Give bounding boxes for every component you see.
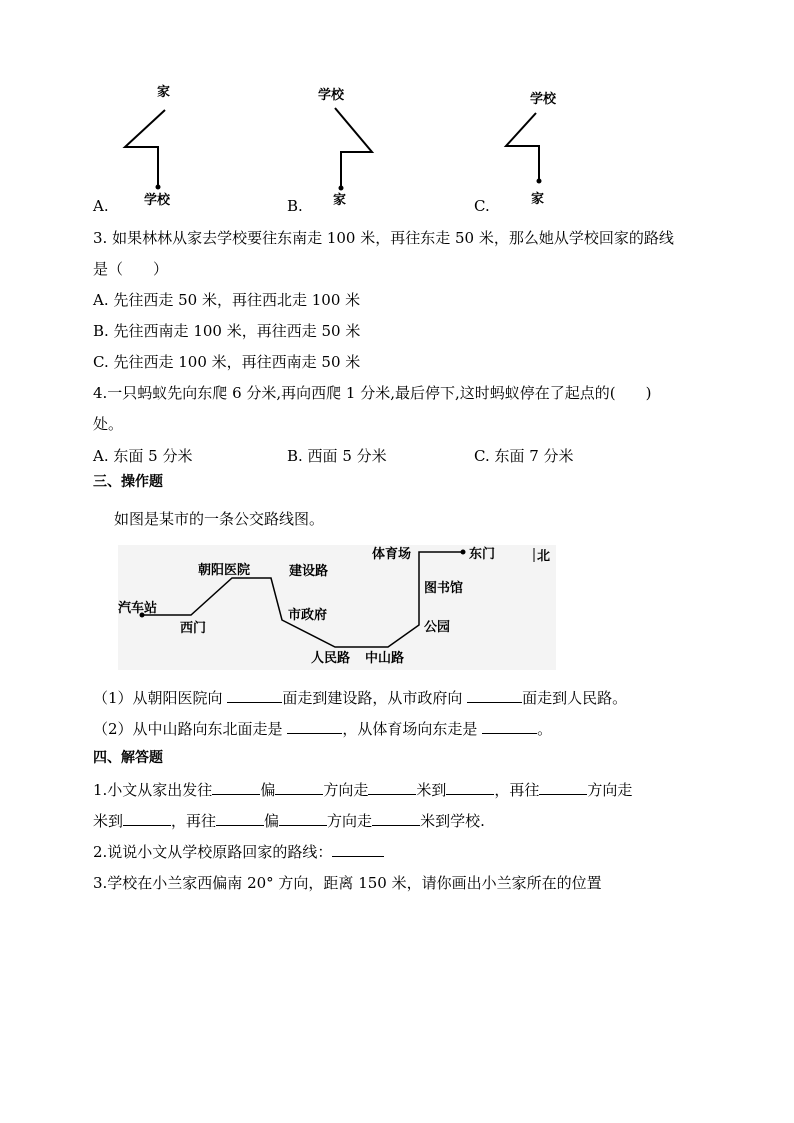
option-a-top-label: 家 (157, 85, 171, 100)
section4-q2 (93, 842, 384, 862)
option-c-letter: C. (474, 197, 490, 215)
map-label-renmin: 人民路 (311, 651, 351, 666)
q4-option-c: C. 东面 7 分米 (474, 447, 574, 465)
section4-q1-text8: ，再往 (171, 812, 217, 830)
section4-q1-text5: ，再往 (494, 781, 540, 799)
section4-q1-blank3[interactable] (368, 780, 416, 795)
section3-q1-part3: 面走到人民路。 (522, 689, 628, 707)
q4-stem-line2: 处。 (93, 415, 124, 433)
map-label-bus-station: 汽车站 (118, 601, 158, 616)
section4-q1-line1 (93, 780, 632, 800)
section4-q1-blank6[interactable] (123, 811, 171, 826)
map-label-chaoyang: 朝阳医院 (198, 563, 251, 578)
section4-q1-text9: 偏 (264, 812, 280, 830)
map-label-north: 北 (537, 549, 551, 564)
section4-q1-blank7[interactable] (216, 811, 264, 826)
map-label-library: 图书馆 (424, 581, 464, 596)
q4-stem-line1: 4.一只蚂蚁先向东爬 6 分米,再向西爬 1 分米,最后停下,这时蚂蚁停在了起点的( ) (93, 384, 652, 402)
option-a-letter: A. (93, 197, 109, 215)
q3-stem-line1: 3. 如果林林从家去学校要往东南走 100 米，再往东走 50 米，那么她从学校回家的路线 (93, 229, 674, 247)
section3-q1 (93, 688, 627, 708)
section4-q1-text3: 方向走 (323, 781, 369, 799)
q2-options-diagrams (0, 75, 794, 215)
section3-q2-part2: ，从体育场向东走是 (342, 720, 483, 738)
option-b-top-label: 学校 (318, 88, 345, 103)
option-a-bottom-label: 学校 (144, 193, 171, 208)
section4-q1-text2: 偏 (260, 781, 276, 799)
section4-q1-blank2[interactable] (275, 780, 323, 795)
option-b-bottom-label: 家 (333, 193, 347, 208)
q3-option-c: C. 先往西走 100 米，再往西南走 50 米 (93, 353, 361, 371)
q4-option-b: B. 西面 5 分米 (287, 447, 387, 465)
map-label-jianshe: 建设路 (289, 564, 329, 579)
section4-q2-text: 2.说说小文从学校原路回家的路线： (93, 843, 333, 861)
section4-q1-blank5[interactable] (539, 780, 587, 795)
section4-q1-blank1[interactable] (212, 780, 260, 795)
section3-q1-part1: （1）从朝阳医院向 (93, 689, 228, 707)
option-b-letter: B. (287, 197, 303, 215)
section4-q1-text1: 1.小文从家出发往 (93, 781, 213, 799)
q3-option-a: A. 先往西走 50 米，再往西北走 100 米 (93, 291, 361, 309)
option-b-path-diagram (318, 87, 372, 208)
map-label-dongmen: 东门 (469, 547, 496, 562)
section3-q1-blank1[interactable] (227, 688, 282, 703)
option-c-top-label: 学校 (530, 92, 557, 107)
section3-intro: 如图是某市的一条公交路线图。 (114, 510, 325, 528)
section3-q2-part3: 。 (537, 720, 553, 738)
section4-q1-blank4[interactable] (446, 780, 494, 795)
section3-q2 (93, 719, 552, 739)
section3-q2-blank2[interactable] (482, 719, 537, 734)
section4-q1-text11: 米到学校. (420, 812, 485, 830)
section3-q1-blank2[interactable] (467, 688, 522, 703)
section4-q1-text7: 米到 (93, 812, 124, 830)
bus-route-map (0, 540, 794, 675)
section4-heading: 四、解答题 (93, 750, 163, 766)
option-c-bottom-label: 家 (531, 192, 545, 207)
map-label-park: 公园 (424, 620, 451, 635)
option-a-path-diagram (125, 84, 171, 208)
section4-q3: 3.学校在小兰家西偏南 20° 方向，距离 150 米，请你画出小兰家所在的位置 (93, 874, 602, 892)
q4-option-a: A. 东面 5 分米 (93, 447, 193, 465)
section4-q1-blank8[interactable] (279, 811, 327, 826)
map-label-zhongshan: 中山路 (365, 651, 405, 666)
map-label-shizhengfu: 市政府 (288, 608, 328, 623)
section4-q1-blank9[interactable] (372, 811, 420, 826)
section4-q1-line2 (93, 811, 485, 831)
option-c-path-diagram (506, 91, 557, 207)
section3-heading: 三、操作题 (93, 474, 163, 490)
section4-q2-blank[interactable] (332, 842, 384, 857)
q3-option-b: B. 先往西南走 100 米，再往西走 50 米 (93, 322, 361, 340)
map-label-ximen: 西门 (180, 621, 207, 636)
section4-q1-text10: 方向走 (327, 812, 373, 830)
section4-q1-text6: 方向走 (587, 781, 633, 799)
map-label-stadium: 体育场 (372, 547, 412, 562)
section3-q2-part1: （2）从中山路向东北面走是 (93, 720, 288, 738)
section3-q2-blank1[interactable] (287, 719, 342, 734)
section3-q1-part2: 面走到建设路，从市政府向 (282, 689, 468, 707)
q3-stem-line2: 是（ ） (93, 260, 169, 278)
section4-q1-text4: 米到 (416, 781, 447, 799)
